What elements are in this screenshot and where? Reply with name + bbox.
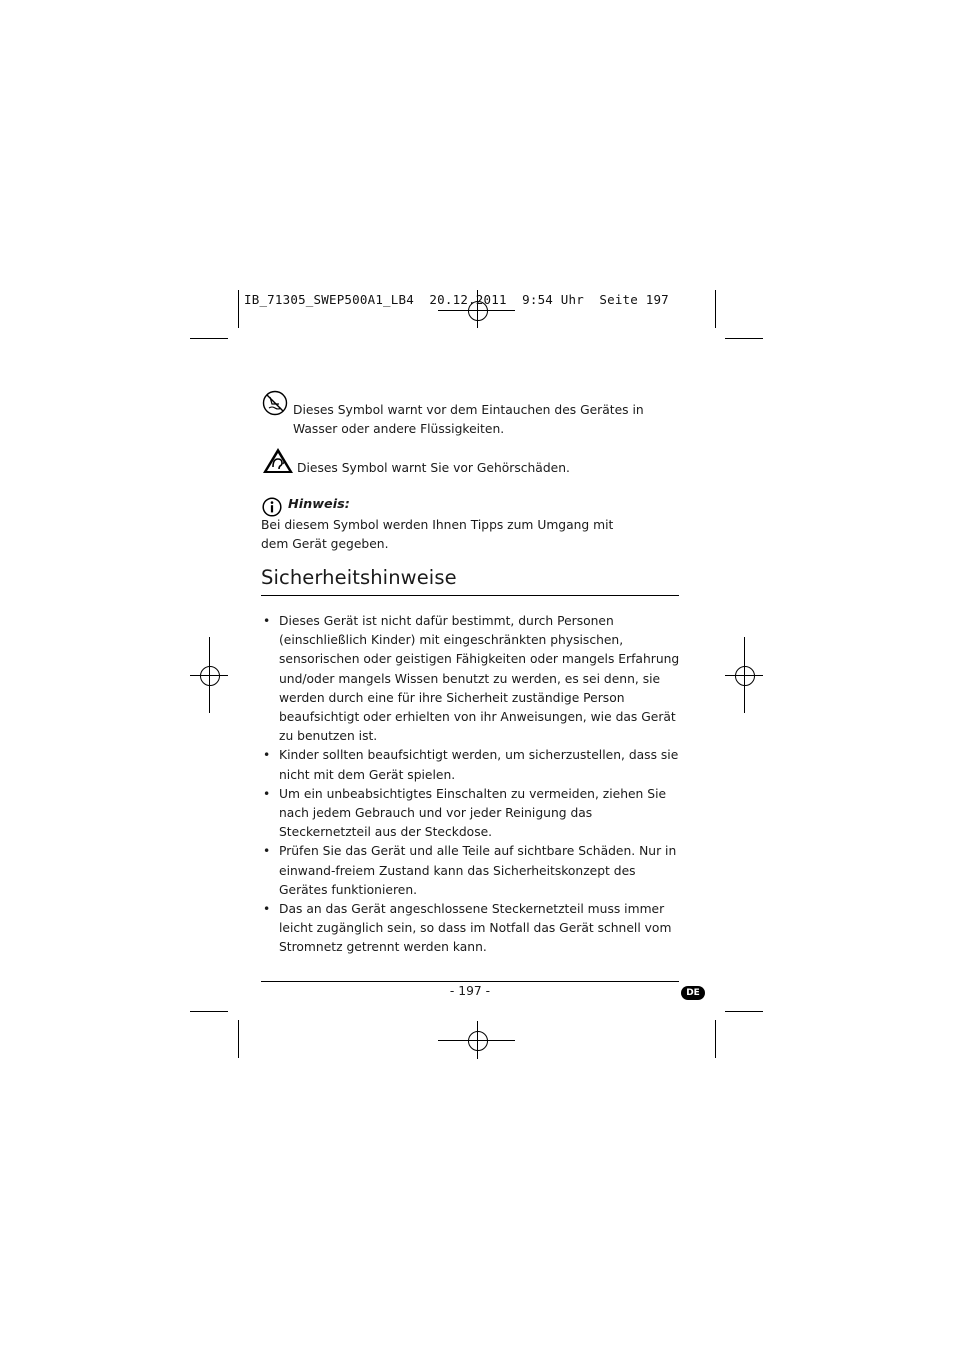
- list-item: • Um ein unbeabsichtigtes Einschalten zu vermeiden, ziehen Sie nach jedem Gebrauch und vor jeder Reinigung das Steckernetzteil aus der Steckdose.: [261, 785, 681, 843]
- crop-mark: [190, 338, 228, 339]
- no-immersion-icon: [262, 390, 288, 416]
- section-rule: [261, 595, 679, 596]
- info-icon: [262, 497, 282, 517]
- note-title: Hinweis:: [288, 497, 350, 512]
- print-slug: IB_71305_SWEP500A1_LB4 20.12.2011 9:54 Uhr Seite 197: [244, 292, 669, 307]
- list-item: • Prüfen Sie das Gerät und alle Teile auf sichtbare Schäden. Nur in einwand-freiem Zustand kann das Sicherheitskonzept des Gerätes funktionieren.: [261, 842, 681, 900]
- hearing-damage-warning-icon: [262, 447, 294, 474]
- crop-mark: [715, 1020, 716, 1058]
- registration-circle: [468, 1031, 488, 1051]
- crop-mark: [725, 338, 763, 339]
- registration-circle: [735, 666, 755, 686]
- crop-mark: [190, 1011, 228, 1012]
- list-item: • Das an das Gerät angeschlossene Steckernetzteil muss immer leicht zugänglich sein, so dass im Notfall das Gerät schnell vom Stromnetz getrennt werden kann.: [261, 900, 681, 958]
- symbol-description: Dieses Symbol warnt Sie vor Gehörschäden.: [297, 461, 570, 475]
- page-number: - 197 -: [449, 984, 491, 998]
- symbol-description: Dieses Symbol warnt vor dem Eintauchen des Gerätes in Wasser oder andere Flüssigkeiten.: [293, 403, 644, 437]
- note-text: Bei diesem Symbol werden Ihnen Tipps zum Umgang mit dem Gerät gegeben.: [261, 518, 614, 552]
- section-title: Sicherheitshinweise: [261, 566, 457, 589]
- safety-list: [261, 612, 681, 958]
- language-badge: DE: [681, 986, 705, 1000]
- crop-mark: [725, 1011, 763, 1012]
- crop-mark: [238, 290, 239, 328]
- list-item: • Kinder sollten beaufsichtigt werden, um sicherzustellen, dass sie nicht mit dem Gerät spielen.: [261, 746, 681, 784]
- list-item: • Dieses Gerät ist nicht dafür bestimmt, durch Personen (einschließlich Kinder) mit eingeschränkten physischen, sensorischen oder geistigen Fähigkeiten oder mangels Erfahrung und/oder mangels Wissen benutzt zu werden, es sei denn, sie werden durch eine für ihre Sicherheit zuständige Person beaufsichtigt oder erhielten von ihr Anweisungen, wie das Gerät zu benutzen ist.: [261, 612, 681, 746]
- registration-circle: [200, 666, 220, 686]
- footer-rule: [261, 981, 679, 982]
- crop-mark: [715, 290, 716, 328]
- crop-mark: [238, 1020, 239, 1058]
